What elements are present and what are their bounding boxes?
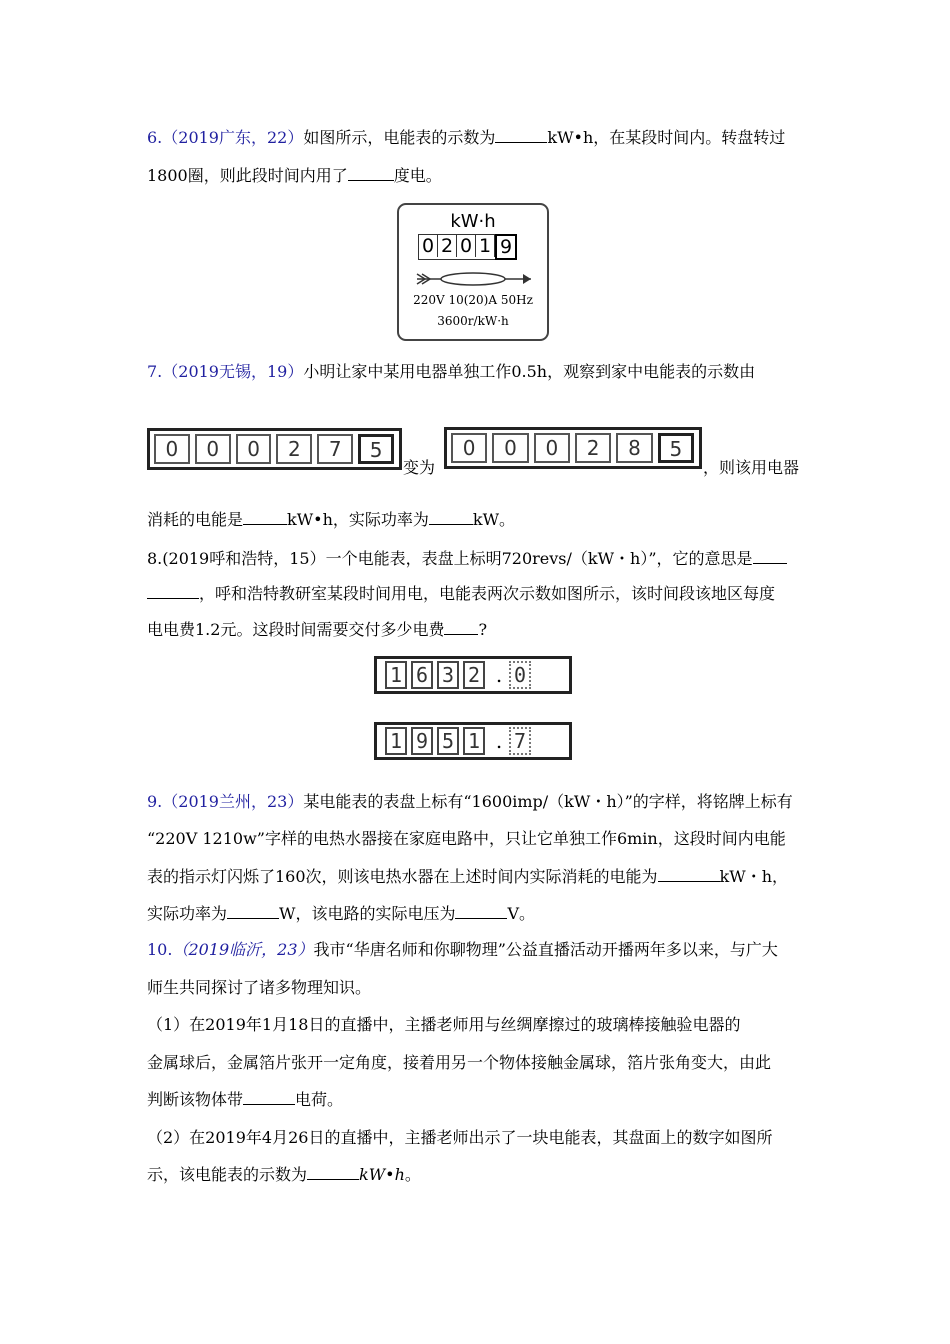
reading-digit: 1 bbox=[385, 661, 407, 689]
answer-blank[interactable] bbox=[243, 508, 287, 525]
q8-line1: 8.(2019呼和浩特，15）一个电能表，表盘上标明720revs/（kW・h）”，它的意思是 bbox=[147, 547, 787, 571]
reading-digit-decimal: 7 bbox=[509, 727, 531, 755]
meter-digit-row bbox=[418, 234, 517, 260]
q8-line2: ，呼和浩特教研室某段时间用电，电能表两次示数如图所示，该时间段该地区每度 bbox=[147, 582, 775, 606]
q10-part1-line2: 金属球后，金属箔片张开一定角度，接着用另一个物体接触金属球，箔片张角变大，由此 bbox=[147, 1053, 772, 1072]
answer-blank[interactable] bbox=[753, 547, 787, 564]
q10-line1: 10.（2019临沂，23）我市“华唐名师和你聊物理”公益直播活动开播两年多以来，与广大 bbox=[147, 940, 778, 959]
answer-blank[interactable] bbox=[243, 1088, 295, 1105]
q10-number: 10. bbox=[147, 940, 173, 959]
q10-part2-line2: 示，该电能表的示数为 kW•h。 bbox=[147, 1165, 421, 1184]
reading-digit-decimal: 5 bbox=[658, 433, 694, 463]
answer-blank[interactable] bbox=[307, 1163, 359, 1180]
reading-digit: 2 bbox=[463, 661, 485, 689]
q10-line2: 师生共同探讨了诸多物理知识。 bbox=[147, 978, 372, 997]
meter-digit: 0 bbox=[457, 235, 476, 257]
q7-line1: 7.（2019无锡，19）小明让家中某用电器单独工作0.5h，观察到家中电能表的示数由 bbox=[147, 362, 756, 381]
q7-line3: 消耗的电能是 kW•h，实际功率为 kW。 bbox=[147, 510, 516, 529]
answer-blank[interactable] bbox=[455, 902, 507, 919]
meter-reading-before bbox=[147, 428, 402, 470]
q10-source: （2019临沂，23） bbox=[172, 940, 314, 959]
meter-unit-label: kW·h bbox=[450, 211, 496, 232]
answer-blank[interactable] bbox=[227, 902, 279, 919]
q8-line3: 电电费1.2元。这段时间需要交付多少电费 ? bbox=[147, 620, 488, 639]
q6-line1: 6.（2019广东，22）如图所示，电能表的示数为 kW•h，在某段时间内。转盘转过 bbox=[147, 128, 786, 147]
answer-blank[interactable] bbox=[348, 164, 394, 181]
reading-digit: 3 bbox=[437, 661, 459, 689]
decimal-point: . bbox=[495, 729, 503, 753]
meter-digit-decimal: 9 bbox=[495, 234, 517, 260]
meter-digit: 0 bbox=[419, 235, 438, 257]
q7-source: 7.（2019无锡，19） bbox=[147, 362, 304, 381]
answer-blank[interactable] bbox=[658, 865, 720, 882]
meter-reading-second bbox=[374, 722, 572, 760]
meter-spec-rating: 220V 10(20)A 50Hz bbox=[413, 293, 533, 307]
reading-digit: 0 bbox=[451, 433, 487, 463]
q9-source: 9.（2019兰州，23） bbox=[147, 792, 304, 811]
q9-line1: 9.（2019兰州，23）某电能表的表盘上标有“1600imp/（kW・h）”的字样，将铭牌上标有 bbox=[147, 792, 793, 811]
q9-line2: “220V 1210w”字样的电热水器接在家庭电路中，只让它单独工作6min，这段时间内电能 bbox=[147, 829, 786, 848]
q9-line3: 表的指示灯闪烁了160次，则该电热水器在上述时间内实际消耗的电能为 kW・h， bbox=[147, 867, 788, 886]
reading-digit: 0 bbox=[195, 434, 231, 464]
reading-digit-decimal: 5 bbox=[358, 434, 394, 464]
q7-mid-text: 变为 bbox=[403, 458, 436, 477]
meter-reading-after bbox=[444, 427, 702, 469]
reading-digit: 0 bbox=[236, 434, 272, 464]
energy-meter-figure bbox=[397, 203, 549, 341]
q10-part1-line1: （1）在2019年1月18日的直播中，主播老师用与丝绸摩擦过的玻璃棒接触验电器的 bbox=[147, 1015, 741, 1034]
answer-blank[interactable] bbox=[495, 126, 547, 143]
reading-digit: 8 bbox=[616, 433, 652, 463]
reading-digit: 0 bbox=[154, 434, 190, 464]
answer-blank[interactable] bbox=[429, 508, 473, 525]
reading-digit: 9 bbox=[411, 727, 433, 755]
rotating-disc-icon bbox=[415, 269, 535, 289]
meter-reading-first bbox=[374, 656, 572, 694]
answer-blank[interactable] bbox=[444, 618, 478, 635]
q6-line2: 1800圈，则此段时间内用了 度电。 bbox=[147, 166, 442, 185]
answer-blank[interactable] bbox=[147, 582, 199, 599]
reading-digit: 7 bbox=[317, 434, 353, 464]
meter-digit: 2 bbox=[438, 235, 457, 257]
reading-digit: 2 bbox=[276, 434, 312, 464]
reading-digit: 5 bbox=[437, 727, 459, 755]
reading-digit: 1 bbox=[463, 727, 485, 755]
q9-line4: 实际功率为 W，该电路的实际电压为 V。 bbox=[147, 904, 536, 923]
reading-digit: 6 bbox=[411, 661, 433, 689]
reading-digit-decimal: 0 bbox=[509, 661, 531, 689]
meter-digit: 1 bbox=[476, 235, 495, 257]
reading-digit: 2 bbox=[575, 433, 611, 463]
q10-part2-line1: （2）在2019年4月26日的直播中，主播老师出示了一块电能表，其盘面上的数字如图所 bbox=[147, 1128, 773, 1147]
q10-part1-line3: 判断该物体带 电荷。 bbox=[147, 1090, 344, 1109]
reading-digit: 0 bbox=[534, 433, 570, 463]
reading-digit: 0 bbox=[492, 433, 528, 463]
reading-digit: 1 bbox=[385, 727, 407, 755]
q7-after-text: ，则该用电器 bbox=[703, 458, 800, 477]
q6-source: 6.（2019广东，22） bbox=[147, 128, 304, 147]
decimal-point: . bbox=[495, 663, 503, 687]
meter-spec-constant: 3600r/kW·h bbox=[437, 314, 509, 328]
